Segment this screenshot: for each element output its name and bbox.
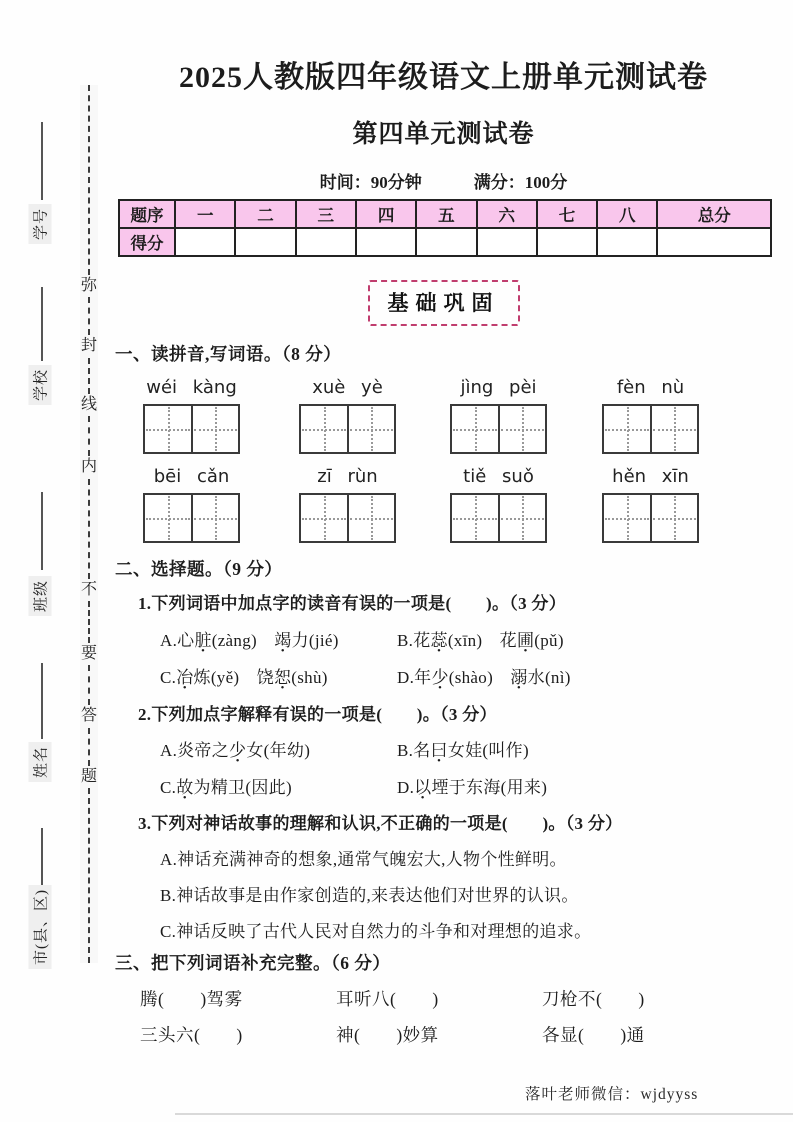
idiom-item: 三头六( ) [140,1025,243,1045]
score-table-header-cell: 二 [235,200,295,228]
question2-stem: 2.下列加点字解释有误的一项是( )。（3 分） [138,705,497,724]
writing-grid [450,493,547,543]
score-table-score-row [119,228,771,256]
writing-grid [450,404,547,454]
option-2d: D.以堙于东海(用来) [397,778,548,797]
seal-line-dash [88,416,90,456]
score-table-header-cell: 五 [416,200,476,228]
question2-options-row1 [160,736,772,761]
score-table-header-cell: 八 [597,200,657,228]
paper-title: 2025人教版四年级语文上册单元测试卷 [179,61,708,94]
margin-field-class: 班级 [29,576,52,616]
pinyin-label: hěn xīn [612,466,689,487]
writing-cell [498,406,546,452]
seal-line-char: 弥 [80,277,97,294]
idiom-item: 耳听八( ) [336,989,439,1009]
writing-cell [347,495,395,541]
writing-cell [452,495,498,541]
seal-line-dash [88,297,90,335]
margin-field-student-id: 学号 [29,204,52,244]
full-score-label: 满分：100分 [473,173,568,192]
score-cell-empty [477,228,537,256]
score-table-header-cell: 四 [356,200,416,228]
writing-cell [191,406,239,452]
student-id-fill-line [41,122,43,200]
writing-grid [143,493,240,543]
name-fill-line [41,663,43,739]
idiom-item: 神( )妙算 [336,1025,439,1045]
seal-line-dash [88,601,90,643]
option-2b: B.名曰女娃(叫作) [397,741,529,760]
writing-cell [650,495,698,541]
writing-cell [145,495,191,541]
writing-grid [299,493,396,543]
seal-line-char: 题 [80,767,97,785]
writing-cell [145,406,191,452]
option-1a: A.心脏(zàng) 竭力(jié) [160,631,339,650]
pinyin-label: jìng pèi [460,377,537,398]
page-bottom-edge [175,1113,793,1115]
score-table-header-cell: 三 [296,200,356,228]
option-3c: C.神话反映了古代人民对自然力的斗争和对理想的追求。 [160,922,592,941]
section2-heading: 二、选择题。（9 分） [115,559,283,579]
pinyin-label: wéi kàng [146,377,237,398]
writing-cell [452,406,498,452]
teacher-wechat-note: 落叶老师微信：wjdyyss [525,1086,699,1103]
writing-grid [602,493,699,543]
score-cell-empty [175,228,235,256]
score-table-header-cell: 六 [477,200,537,228]
writing-cell [301,495,347,541]
writing-cell [604,406,650,452]
option-1d: D.年少(shào) 溺水(nì) [397,668,571,687]
pinyin-label: bēi cǎn [153,466,230,487]
seal-line-dash [88,788,90,963]
writing-cell [191,495,239,541]
idiom-item: 腾( )驾雾 [140,989,243,1009]
score-table-header-cell: 题序 [119,200,175,228]
class-fill-line [41,492,43,570]
section-badge: 基础巩固 [368,280,520,326]
idiom-item: 各显( )通 [542,1025,645,1045]
score-cell-empty [537,228,597,256]
writing-cell [604,495,650,541]
option-2a: A.炎帝之少女(年幼) [160,741,311,760]
option-2c: C.故为精卫(因此) [160,778,292,797]
school-fill-line [41,287,43,361]
margin-field-school: 学校 [29,365,52,405]
option-1c: C.冶炼(yě) 饶恕(shù) [160,668,328,687]
section1-heading: 一、读拼音,写词语。（8 分） [115,344,342,364]
writing-cell [498,495,546,541]
writing-cell [650,406,698,452]
question1-options-row2 [160,663,772,688]
seal-line-dash [88,85,90,275]
writing-cell [301,406,347,452]
seal-line-char: 不 [80,580,97,598]
score-cell-empty [416,228,476,256]
section3-heading: 三、把下列词语补充完整。（6 分） [115,953,391,973]
writing-grid [143,404,240,454]
paper-content [115,0,772,1122]
score-cell-empty [296,228,356,256]
score-table-header-cell: 一 [175,200,235,228]
writing-grid [602,404,699,454]
idiom-row1 [140,986,772,1011]
score-cell-empty [235,228,295,256]
seal-line-dash [88,479,90,579]
seal-line-char: 答 [80,707,97,725]
question1-stem: 1.下列词语中加点字的读音有误的一项是( )。（3 分） [138,594,567,613]
question3-stem: 3.下列对神话故事的理解和认识,不正确的一项是( )。（3 分） [138,814,623,833]
option-3b: B.神话故事是由作家创造的,来表达他们对世界的认识。 [160,886,579,905]
score-row-label: 得分 [119,228,175,256]
option-1b: B.花蕊(xīn) 花圃(pǔ) [397,631,564,650]
score-table-header-cell: 七 [537,200,597,228]
writing-cell [347,406,395,452]
score-table [118,199,772,257]
score-table-header-row [119,200,771,228]
pinyin-label: xuè yè [312,377,383,398]
seal-line-char: 内 [80,458,97,476]
idiom-item: 刀枪不( ) [542,989,645,1009]
seal-line [80,85,98,963]
exam-info-row [115,168,772,193]
score-cell-empty [657,228,771,256]
writing-grid [299,404,396,454]
question1-options-row1 [160,626,772,651]
option-3a: A.神话充满神奇的想象,通常气魄宏大,人物个性鲜明。 [160,850,567,869]
pinyin-label: tiě suǒ [463,466,534,487]
seal-line-dash [88,358,90,394]
seal-line-char: 封 [80,337,97,355]
pinyin-label: fèn nù [616,377,685,398]
seal-line-char: 线 [80,395,97,413]
seal-line-char: 要 [80,644,97,662]
margin-field-name: 姓名 [29,742,52,782]
question2-options-row2 [160,773,772,798]
score-cell-empty [597,228,657,256]
score-table-header-cell: 总分 [657,200,771,228]
seal-line-dash [88,665,90,705]
margin-field-district: 市(县、区) [29,885,52,969]
score-cell-empty [356,228,416,256]
idiom-row2 [140,1022,772,1047]
unit-subtitle: 第四单元测试卷 [352,121,535,148]
pinyin-label: zī rùn [317,466,378,487]
seal-line-dash [88,728,90,766]
time-limit-label: 时间：90分钟 [319,173,422,192]
